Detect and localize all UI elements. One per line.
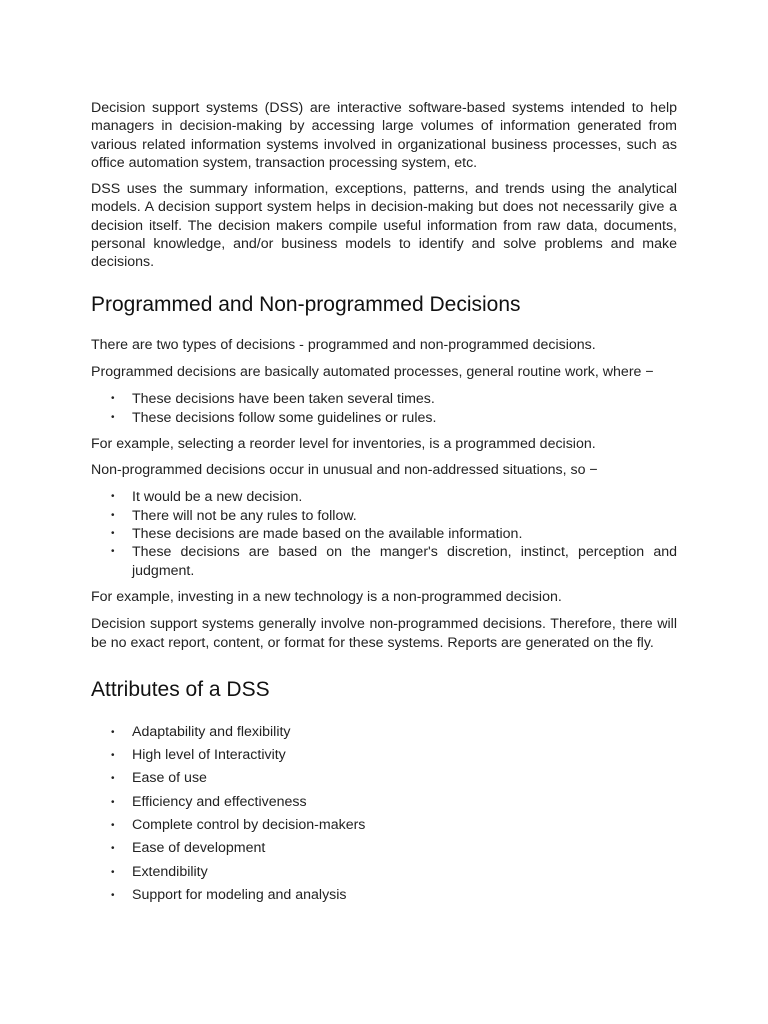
bullet-icon: • xyxy=(111,750,115,762)
list-item-text: There will not be any rules to follow. xyxy=(132,507,357,524)
list-item xyxy=(91,767,677,790)
list-item xyxy=(91,814,677,837)
list-item-text: Adaptability and flexibility xyxy=(132,723,291,740)
list-item xyxy=(91,721,677,744)
paragraph-nonprogrammed-definition: Non-programmed decisions occur in unusual and non-addressed situations, so − xyxy=(91,462,598,479)
paragraph-example-nonprogrammed: For example, investing in a new technology is a non-programmed decision. xyxy=(91,588,562,605)
list-item xyxy=(91,488,677,506)
list-item-text: Ease of development xyxy=(132,840,266,857)
section-heading-attributes: Attributes of a DSS xyxy=(91,677,270,701)
list-item xyxy=(91,525,677,543)
list-item xyxy=(91,543,677,580)
bullet-icon: • xyxy=(111,796,115,808)
list-item xyxy=(91,409,677,427)
intro-paragraph-1: Decision support systems (DSS) are interactive software-based systems intended to help managers in decision-making by accessing large volumes of information generated from various related information systems involved in organizational business processes, such as office automation system, transaction processing system, etc. xyxy=(91,100,677,171)
bullet-icon: • xyxy=(111,411,115,423)
bullet-icon: • xyxy=(111,546,115,558)
list-item xyxy=(91,507,677,525)
section-heading-programmed: Programmed and Non-programmed Decisions xyxy=(91,292,521,316)
paragraph-example-programmed: For example, selecting a reorder level for inventories, is a programmed decision. xyxy=(91,435,596,452)
bullet-icon: • xyxy=(111,773,115,785)
bullet-icon: • xyxy=(111,889,115,901)
programmed-list xyxy=(91,390,677,427)
nonprogrammed-list xyxy=(91,488,677,579)
intro-paragraph-2: DSS uses the summary information, exceptions, patterns, and trends using the analytical models. A decision support system helps in decision-making but does not necessarily give a decision itself. The decision makers compile useful information from raw data, documents, personal knowledge, and/or business models to identify and solve problems and make decisions. xyxy=(91,181,677,271)
bullet-icon: • xyxy=(111,726,115,738)
list-item xyxy=(91,861,677,884)
attributes-list xyxy=(91,721,677,907)
list-item-text: These decisions have been taken several times. xyxy=(132,391,435,408)
list-item-text: Extendibility xyxy=(132,863,208,880)
list-item-text: High level of Interactivity xyxy=(132,747,286,764)
list-item xyxy=(91,390,677,408)
bullet-icon: • xyxy=(111,393,115,405)
document-page xyxy=(91,99,677,907)
list-item-text: Complete control by decision-makers xyxy=(132,817,366,834)
list-item xyxy=(91,791,677,814)
list-item-text: Ease of use xyxy=(132,770,207,787)
list-item xyxy=(91,884,677,907)
paragraph-dss-decisions: Decision support systems generally involve non-programmed decisions. Therefore, there will be no exact report, content, or format for these systems. Reports are generated on the fly. xyxy=(91,616,677,651)
bullet-icon: • xyxy=(111,491,115,503)
bullet-icon: • xyxy=(111,843,115,855)
list-item-text: These decisions are made based on the available information. xyxy=(132,526,523,543)
bullet-icon: • xyxy=(111,528,115,540)
paragraph-decision-types: There are two types of decisions - programmed and non-programmed decisions. xyxy=(91,336,596,353)
list-item xyxy=(91,837,677,860)
list-item-text: Support for modeling and analysis xyxy=(132,886,347,903)
list-item-text: These decisions are based on the manger's discretion, instinct, perception and judgment. xyxy=(132,544,677,579)
list-item-text: These decisions follow some guidelines or rules. xyxy=(132,409,437,426)
bullet-icon: • xyxy=(111,820,115,832)
paragraph-programmed-definition: Programmed decisions are basically automated processes, general routine work, where − xyxy=(91,363,654,380)
bullet-icon: • xyxy=(111,509,115,521)
list-item xyxy=(91,744,677,767)
list-item-text: It would be a new decision. xyxy=(132,489,303,506)
list-item-text: Efficiency and effectiveness xyxy=(132,793,307,810)
bullet-icon: • xyxy=(111,866,115,878)
